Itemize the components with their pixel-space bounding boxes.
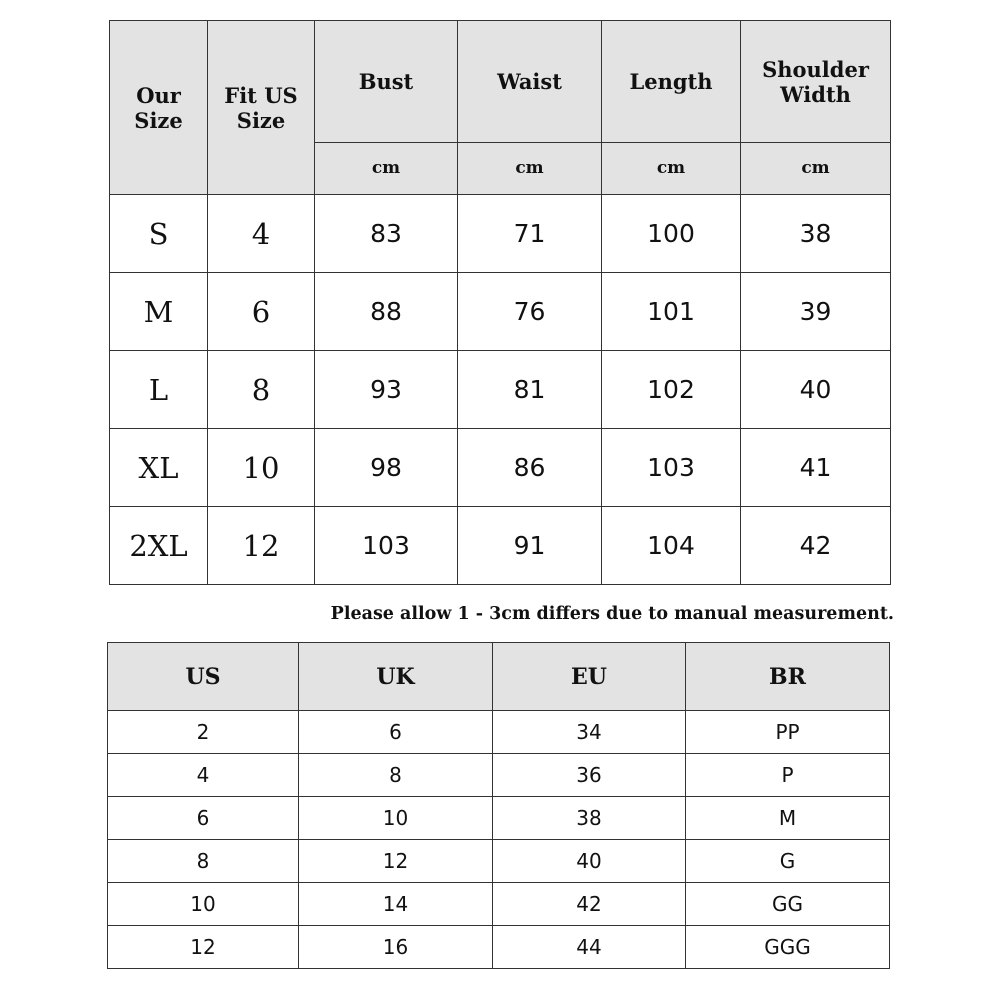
length-cell: 104 xyxy=(602,507,741,585)
length-cell: 100 xyxy=(602,195,741,273)
header-fit-us-size: Fit US Size xyxy=(208,21,315,195)
uk-cell: 16 xyxy=(299,926,493,969)
shoulder-width-cell: 40 xyxy=(741,351,891,429)
fit-us-size-cell: 10 xyxy=(208,429,315,507)
header-our-size: Our Size xyxy=(110,21,208,195)
conversion-row xyxy=(108,926,890,969)
header-bust: Bust xyxy=(315,21,458,143)
eu-cell: 38 xyxy=(493,797,686,840)
our-size-cell: M xyxy=(110,273,208,351)
waist-cell: 81 xyxy=(458,351,602,429)
eu-cell: 36 xyxy=(493,754,686,797)
us-cell: 8 xyxy=(108,840,299,883)
bust-cell: 88 xyxy=(315,273,458,351)
header-br: BR xyxy=(686,643,890,711)
bust-cell: 98 xyxy=(315,429,458,507)
uk-cell: 12 xyxy=(299,840,493,883)
unit-bust: cm xyxy=(315,143,458,195)
unit-waist: cm xyxy=(458,143,602,195)
size-row xyxy=(110,195,891,273)
bust-cell: 103 xyxy=(315,507,458,585)
us-cell: 10 xyxy=(108,883,299,926)
waist-cell: 91 xyxy=(458,507,602,585)
our-size-cell: 2XL xyxy=(110,507,208,585)
length-cell: 101 xyxy=(602,273,741,351)
eu-cell: 42 xyxy=(493,883,686,926)
header-waist: Waist xyxy=(458,21,602,143)
size-row xyxy=(110,351,891,429)
fit-us-size-cell: 12 xyxy=(208,507,315,585)
br-cell: PP xyxy=(686,711,890,754)
conversion-row xyxy=(108,754,890,797)
eu-cell: 40 xyxy=(493,840,686,883)
us-cell: 12 xyxy=(108,926,299,969)
measurement-note: Please allow 1 - 3cm differs due to manual measurement. xyxy=(330,604,894,624)
our-size-cell: L xyxy=(110,351,208,429)
us-cell: 2 xyxy=(108,711,299,754)
header-eu: EU xyxy=(493,643,686,711)
size-row xyxy=(110,273,891,351)
header-uk: UK xyxy=(299,643,493,711)
br-cell: GGG xyxy=(686,926,890,969)
shoulder-width-cell: 38 xyxy=(741,195,891,273)
eu-cell: 34 xyxy=(493,711,686,754)
length-cell: 103 xyxy=(602,429,741,507)
waist-cell: 71 xyxy=(458,195,602,273)
br-cell: G xyxy=(686,840,890,883)
size-row xyxy=(110,429,891,507)
unit-shoulder-width: cm xyxy=(741,143,891,195)
size-conversion-table xyxy=(107,642,890,969)
uk-cell: 6 xyxy=(299,711,493,754)
fit-us-size-cell: 8 xyxy=(208,351,315,429)
uk-cell: 8 xyxy=(299,754,493,797)
conversion-row xyxy=(108,711,890,754)
size-row xyxy=(110,507,891,585)
unit-length: cm xyxy=(602,143,741,195)
bust-cell: 83 xyxy=(315,195,458,273)
eu-cell: 44 xyxy=(493,926,686,969)
fit-us-size-cell: 6 xyxy=(208,273,315,351)
uk-cell: 10 xyxy=(299,797,493,840)
us-cell: 6 xyxy=(108,797,299,840)
shoulder-width-cell: 41 xyxy=(741,429,891,507)
length-cell: 102 xyxy=(602,351,741,429)
waist-cell: 76 xyxy=(458,273,602,351)
header-length: Length xyxy=(602,21,741,143)
waist-cell: 86 xyxy=(458,429,602,507)
fit-us-size-cell: 4 xyxy=(208,195,315,273)
our-size-cell: S xyxy=(110,195,208,273)
our-size-cell: XL xyxy=(110,429,208,507)
bust-cell: 93 xyxy=(315,351,458,429)
shoulder-width-cell: 42 xyxy=(741,507,891,585)
br-cell: GG xyxy=(686,883,890,926)
us-cell: 4 xyxy=(108,754,299,797)
header-shoulder-width: Shoulder Width xyxy=(741,21,891,143)
size-chart-table xyxy=(109,20,891,585)
shoulder-width-cell: 39 xyxy=(741,273,891,351)
uk-cell: 14 xyxy=(299,883,493,926)
br-cell: M xyxy=(686,797,890,840)
conversion-row xyxy=(108,797,890,840)
conversion-row xyxy=(108,883,890,926)
conversion-row xyxy=(108,840,890,883)
header-us: US xyxy=(108,643,299,711)
br-cell: P xyxy=(686,754,890,797)
